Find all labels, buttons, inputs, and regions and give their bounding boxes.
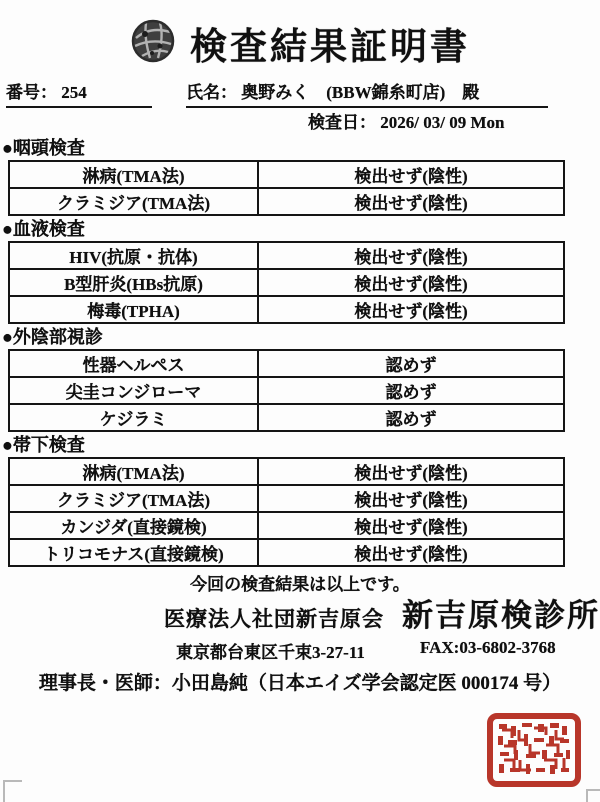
table-row — [9, 404, 564, 431]
throat-test-table — [8, 160, 565, 216]
blood-test-table — [8, 241, 565, 324]
test-name-cell: 性器ヘルペス — [9, 350, 258, 377]
section-header: ●血液検査 — [2, 219, 85, 239]
test-result-cell: 検出せず(陰性) — [258, 458, 564, 485]
title-row — [0, 16, 600, 70]
test-result-cell: 認めず — [258, 404, 564, 431]
clinic-address: 東京都台東区千束3-27-11 — [176, 643, 365, 662]
organization-name: 医療法人社団新吉原会 — [164, 607, 384, 631]
director-line: 理事長・医師：小田島純（日本エイズ学会認定医 000174 号） — [38, 673, 562, 694]
discharge-test-table — [8, 457, 565, 567]
test-name-cell: 淋病(TMA法) — [9, 161, 258, 188]
section-throat-test — [0, 138, 600, 216]
table-row — [9, 296, 564, 323]
section-blood-test — [0, 219, 600, 324]
closing-statement: 今回の検査結果は以上です。 — [190, 575, 410, 594]
patient-name-field — [186, 78, 548, 108]
test-result-cell: 検出せず(陰性) — [258, 296, 564, 323]
test-result-cell: 認めず — [258, 350, 564, 377]
red-seal-stamp-icon — [486, 712, 582, 793]
name-value: 奥野みく (BBW錦糸町店) 殿 — [241, 83, 480, 102]
clinic-fax: FAX:03-6802-3768 — [420, 638, 556, 657]
test-date-field — [308, 108, 504, 133]
test-result-cell: 検出せず(陰性) — [258, 512, 564, 539]
test-name-cell: クラミジア(TMA法) — [9, 485, 258, 512]
date-value: 2026/ 03/ 09 Mon — [380, 113, 505, 132]
certificate-number-field — [6, 78, 152, 108]
test-result-cell: 認めず — [258, 377, 564, 404]
test-name-cell: カンジダ(直接鏡検) — [9, 512, 258, 539]
table-row — [9, 242, 564, 269]
test-result-cell: 検出せず(陰性) — [258, 539, 564, 566]
address-row — [0, 638, 600, 660]
name-label: 氏名： — [186, 83, 237, 102]
table-row — [9, 512, 564, 539]
section-discharge-test — [0, 435, 600, 567]
scan-corner-mark — [3, 780, 22, 802]
result-sections — [0, 135, 600, 595]
table-row — [9, 269, 564, 296]
table-row — [9, 458, 564, 485]
section-header: ●外陰部視診 — [2, 327, 103, 347]
test-name-cell: 尖圭コンジローマ — [9, 377, 258, 404]
table-row — [9, 161, 564, 188]
test-name-cell: ケジラミ — [9, 404, 258, 431]
table-row — [9, 485, 564, 512]
test-name-cell: クラミジア(TMA法) — [9, 188, 258, 215]
test-result-cell: 検出せず(陰性) — [258, 188, 564, 215]
sphere-emblem-icon — [130, 18, 176, 69]
test-name-cell: 淋病(TMA法) — [9, 458, 258, 485]
test-name-cell: B型肝炎(HBs抗原) — [9, 269, 258, 296]
table-row — [9, 539, 564, 566]
page-title: 検査結果証明書 — [190, 27, 470, 68]
section-header: ●帯下検査 — [2, 435, 85, 455]
section-visual-exam — [0, 327, 600, 432]
table-row — [9, 188, 564, 215]
date-label: 検査日： — [308, 113, 376, 132]
test-name-cell: HIV(抗原・抗体) — [9, 242, 258, 269]
visual-exam-table — [8, 349, 565, 432]
table-row — [9, 350, 564, 377]
number-label: 番号： — [6, 83, 57, 102]
clinic-name-row — [0, 590, 600, 635]
test-name-cell: トリコモナス(直接鏡検) — [9, 539, 258, 566]
test-result-cell: 検出せず(陰性) — [258, 269, 564, 296]
scan-corner-mark — [586, 789, 600, 802]
test-result-cell: 検出せず(陰性) — [258, 161, 564, 188]
section-header: ●咽頭検査 — [2, 138, 85, 158]
clinic-name: 新吉原検診所 — [402, 598, 600, 633]
test-result-cell: 検出せず(陰性) — [258, 242, 564, 269]
number-value: 254 — [61, 83, 87, 102]
test-name-cell: 梅毒(TPHA) — [9, 296, 258, 323]
table-row — [9, 377, 564, 404]
test-result-cell: 検出せず(陰性) — [258, 485, 564, 512]
